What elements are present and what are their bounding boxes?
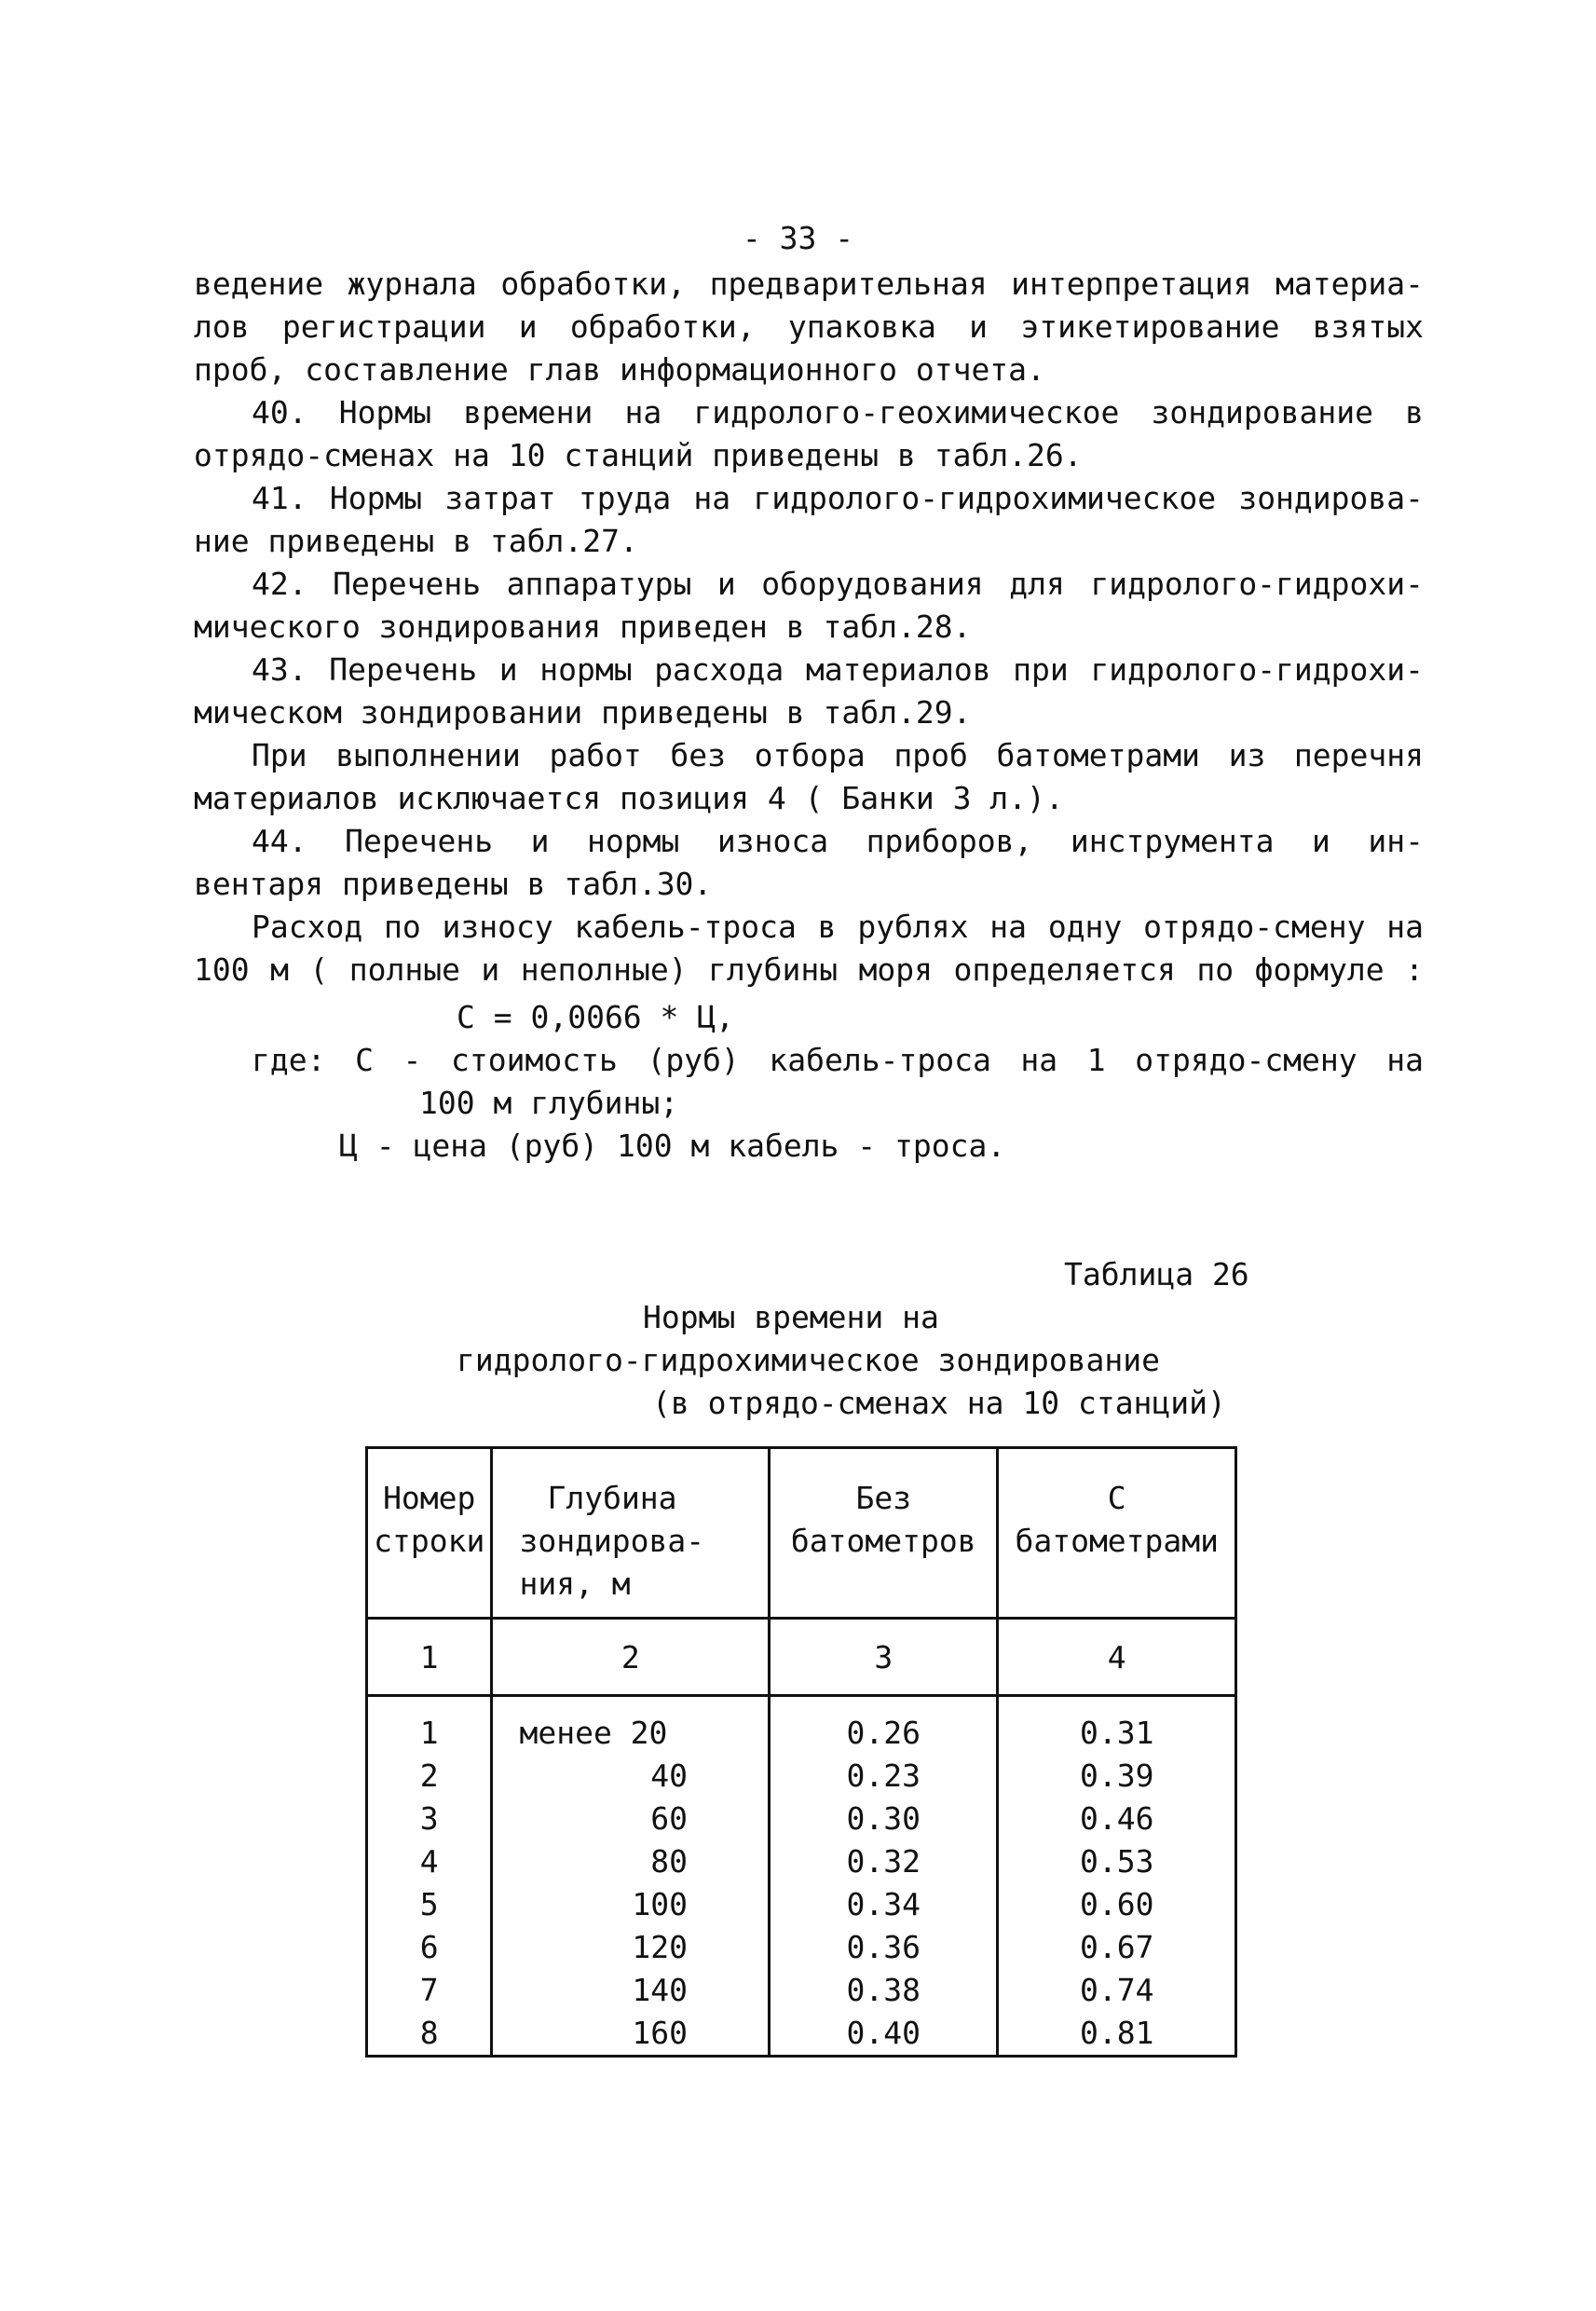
- table-header-row: [367, 1448, 1236, 1619]
- table-row: [367, 1840, 1236, 1883]
- text-line: лов регистрации и обработки, упаковка и этикетирование взятых: [194, 308, 1424, 345]
- with-bathometer-cell: 0.31: [998, 1696, 1236, 1756]
- header-cell: [367, 1448, 492, 1619]
- header-cell: [492, 1448, 770, 1619]
- with-bathometer-cell: 0.81: [998, 2012, 1236, 2057]
- header-text: ния, м: [519, 1566, 631, 1602]
- text-line: 44. Перечень и нормы износа приборов, инструмента и ин-: [252, 823, 1424, 859]
- text-line: 42. Перечень аппаратуры и оборудования для гидролого-гидрохи-: [252, 566, 1424, 602]
- header-cell: [770, 1448, 998, 1619]
- depth-cell: 120: [492, 1926, 770, 1969]
- depth-cell: 40: [492, 1755, 770, 1798]
- no-bathometer-cell: 0.23: [770, 1755, 998, 1798]
- header-cell: [998, 1448, 1236, 1619]
- formula-legend-line: где: С - стоимость (руб) кабель-троса на 1 отрядо-смену на: [252, 1042, 1424, 1078]
- paragraph-intro: [194, 263, 1424, 391]
- table-title: гидролого-гидрохимическое зондирование: [457, 1342, 1160, 1378]
- formula-legend-line: Ц - цена (руб) 100 м кабель - троса.: [339, 1128, 1006, 1164]
- paragraph-cable-wear: [194, 906, 1424, 991]
- text-line: ние приведены в табл.27.: [194, 523, 638, 559]
- text-line: мического зондирования приведен в табл.28.: [194, 609, 972, 645]
- depth-cell: 160: [492, 2012, 770, 2057]
- text-line: 43. Перечень и нормы расхода материалов при гидролого-гидрохи-: [252, 651, 1424, 688]
- table-row: [367, 2012, 1236, 2057]
- no-bathometer-cell: 0.34: [770, 1883, 998, 1926]
- paragraph-exception: [194, 734, 1424, 820]
- header-text: С: [1107, 1480, 1126, 1516]
- row-number: 3: [367, 1798, 492, 1840]
- row-number: 1: [367, 1696, 492, 1756]
- with-bathometer-cell: 0.46: [998, 1798, 1236, 1840]
- norms-table: [365, 1446, 1237, 2058]
- with-bathometer-cell: 0.60: [998, 1883, 1236, 1926]
- text-line: вентаря приведены в табл.30.: [194, 866, 713, 902]
- row-number: 6: [367, 1926, 492, 1969]
- with-bathometer-cell: 0.67: [998, 1926, 1236, 1969]
- with-bathometer-cell: 0.74: [998, 1969, 1236, 2012]
- table-row: [367, 1798, 1236, 1840]
- table-row: [367, 1755, 1236, 1798]
- row-number: 8: [367, 2012, 492, 2057]
- row-number: 5: [367, 1883, 492, 1926]
- column-number: 1: [367, 1619, 492, 1696]
- header-text: строки: [374, 1523, 485, 1559]
- header-text: Глубина: [547, 1480, 677, 1516]
- row-number: 7: [367, 1969, 492, 2012]
- row-number: 4: [367, 1840, 492, 1883]
- paragraph-44: [194, 820, 1424, 906]
- text-line: 40. Нормы времени на гидролого-геохимическое зондирование в: [252, 394, 1424, 431]
- table-row: [367, 1696, 1236, 1756]
- header-text: Номер: [383, 1480, 476, 1516]
- text-line: При выполнении работ без отбора проб батометрами из перечня: [252, 737, 1424, 773]
- column-number-row: [367, 1619, 1236, 1696]
- no-bathometer-cell: 0.26: [770, 1696, 998, 1756]
- table-row: [367, 1926, 1236, 1969]
- paragraph-42: [194, 563, 1424, 649]
- column-number: 2: [492, 1619, 770, 1696]
- text-line: проб, составление глав информационного отчета.: [194, 351, 1045, 388]
- text-line: Расход по износу кабель-троса в рублях на одну отрядо-смену на: [252, 909, 1424, 945]
- text-line: материалов исключается позиция 4 ( Банки 3 л.).: [194, 780, 1064, 816]
- no-bathometer-cell: 0.36: [770, 1926, 998, 1969]
- table-row: [367, 1883, 1236, 1926]
- with-bathometer-cell: 0.39: [998, 1755, 1236, 1798]
- text-line: мическом зондировании приведены в табл.29.: [194, 694, 972, 731]
- paragraph-40: [194, 391, 1424, 477]
- table-caption: Таблица 26: [1064, 1256, 1249, 1292]
- depth-cell: менее 20: [492, 1696, 770, 1756]
- row-number: 2: [367, 1755, 492, 1798]
- no-bathometer-cell: 0.32: [770, 1840, 998, 1883]
- formula-legend-line: 100 м глубины;: [419, 1085, 679, 1121]
- no-bathometer-cell: 0.40: [770, 2012, 998, 2057]
- no-bathometer-cell: 0.30: [770, 1798, 998, 1840]
- column-number: 3: [770, 1619, 998, 1696]
- header-text: батометров: [790, 1523, 976, 1559]
- text-line: 100 м ( полные и неполные) глубины моря определяется по формуле :: [194, 951, 1424, 988]
- depth-cell: 80: [492, 1840, 770, 1883]
- text-line: отрядо-сменах на 10 станций приведены в табл.26.: [194, 437, 1083, 473]
- paragraph-41: [194, 477, 1424, 563]
- depth-cell: 60: [492, 1798, 770, 1840]
- header-text: Без: [855, 1480, 912, 1516]
- formula: С = 0,0066 * Ц,: [457, 999, 735, 1035]
- column-number: 4: [998, 1619, 1236, 1696]
- text-line: ведение журнала обработки, предварительная интерпретация материа-: [194, 266, 1424, 302]
- header-text: батометрами: [1015, 1523, 1220, 1559]
- depth-cell: 100: [492, 1883, 770, 1926]
- no-bathometer-cell: 0.38: [770, 1969, 998, 2012]
- with-bathometer-cell: 0.53: [998, 1840, 1236, 1883]
- table-title: Нормы времени на: [643, 1299, 939, 1335]
- header-text: зондирова-: [519, 1523, 705, 1559]
- paragraph-43: [194, 649, 1424, 734]
- table-title: (в отрядо-сменах на 10 станций): [652, 1385, 1226, 1421]
- text-line: 41. Нормы затрат труда на гидролого-гидрохимическое зондирова-: [252, 480, 1424, 516]
- table-row: [367, 1969, 1236, 2012]
- page-number: - 33 -: [742, 220, 854, 256]
- depth-cell: 140: [492, 1969, 770, 2012]
